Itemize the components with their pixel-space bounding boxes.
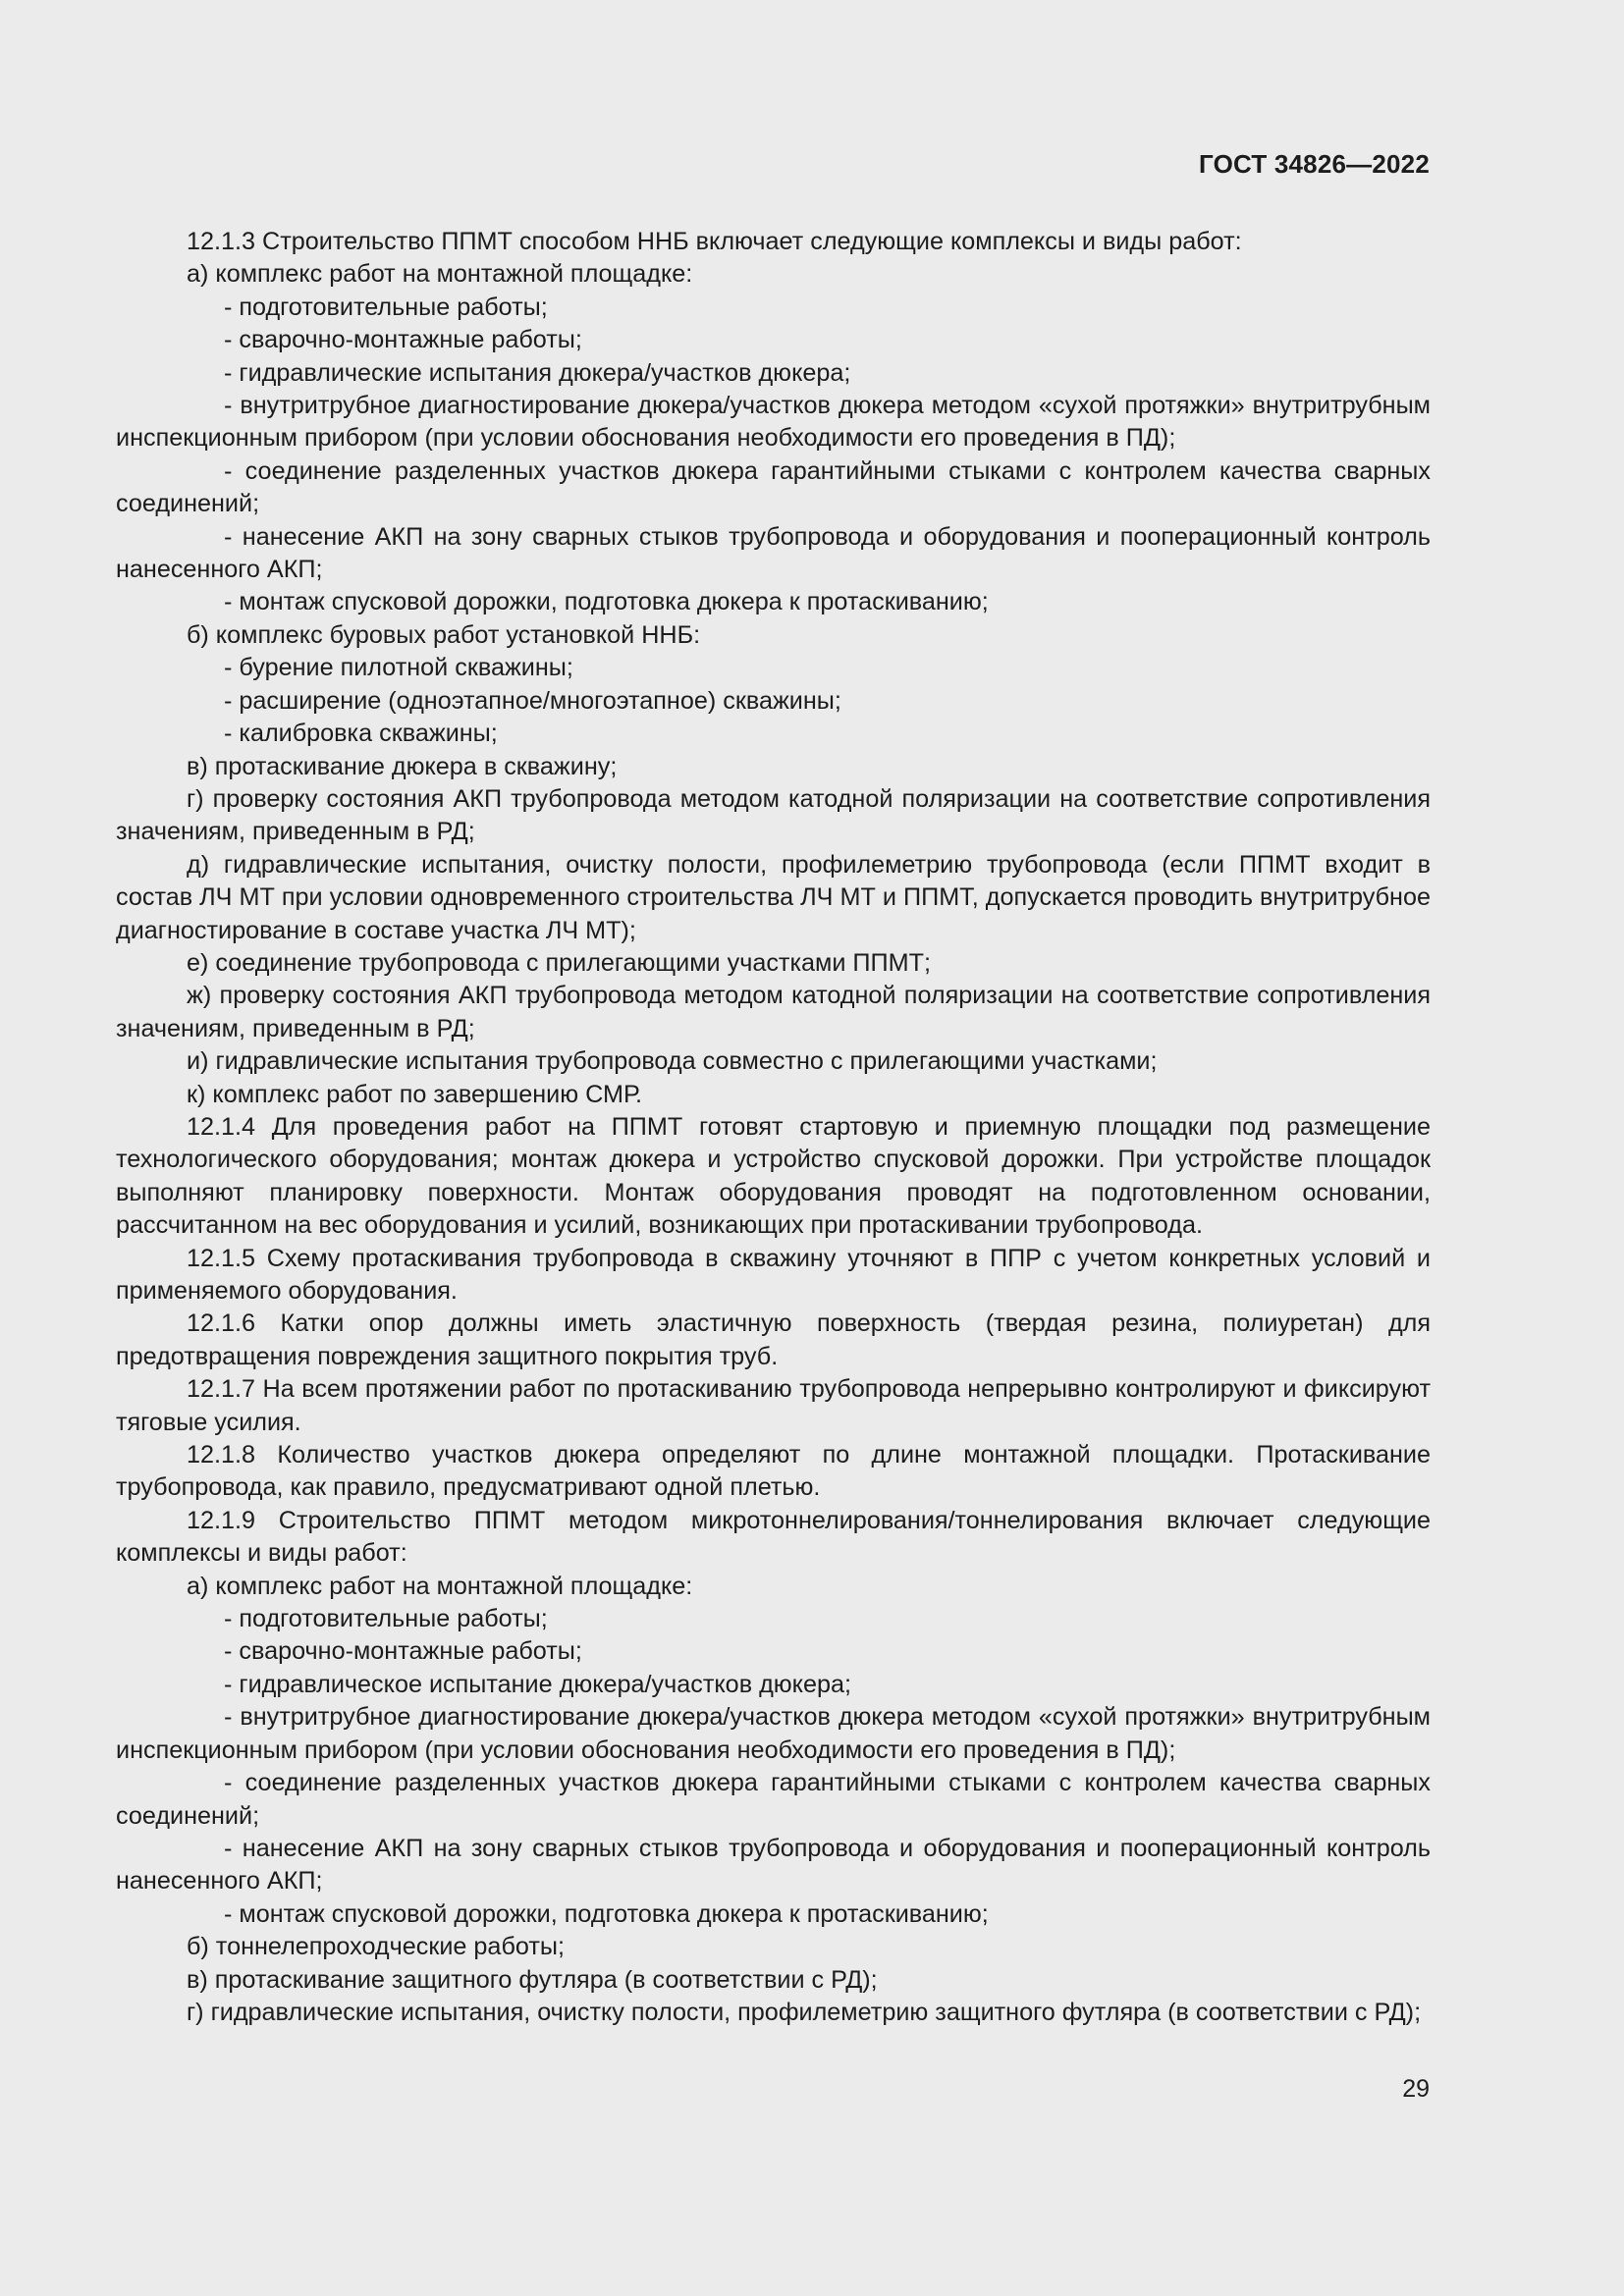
list-item: - нанесение АКП на зону сварных стыков трубопровода и оборудования и пооперационный контроль нанесенного АКП; — [116, 522, 1431, 584]
paragraph: б) тоннелепроходческие работы; — [187, 1933, 565, 1961]
paragraph: 12.1.9 Строительство ППМТ методом микротоннелирования/тоннелирования включает следующие комплексы и виды работ: — [116, 1506, 1431, 1568]
paragraph: 12.1.8 Количество участков дюкера определяют по длине монтажной площадки. Протаскивание трубопровода, как правило, предусматривают одной плетью. — [116, 1441, 1431, 1502]
list-item: - гидравлические испытания дюкера/участков дюкера; — [224, 358, 851, 387]
paragraph: б) комплекс буровых работ установкой ННБ: — [187, 620, 701, 649]
paragraph: г) проверку состояния АКП трубопровода методом катодной поляризации на соответствие сопротивления значениям, приведенным в РД; — [116, 784, 1431, 846]
paragraph: г) гидравлические испытания, очистку полости, профилеметрию защитного футляра (в соответствии с РД); — [187, 1998, 1422, 2026]
paragraph: 12.1.6 Катки опор должны иметь эластичную поверхность (твердая резина, полиуретан) для предотвращения повреждения защитного покрытия труб. — [116, 1309, 1431, 1370]
list-item: - сварочно-монтажные работы; — [224, 326, 582, 354]
list-item: - подготовительные работы; — [224, 1605, 548, 1633]
paragraph: в) протаскивание защитного футляра (в соответствии с РД); — [187, 1965, 878, 1994]
paragraph: к) комплекс работ по завершению СМР. — [187, 1080, 643, 1108]
document-code-header: ГОСТ 34826—2022 — [1199, 149, 1430, 179]
page-number: 29 — [1402, 2075, 1430, 2103]
list-item: - калибровка скважины; — [224, 720, 498, 748]
paragraph: 12.1.4 Для проведения работ на ППМТ готовят стартовую и приемную площадки под размещение технологического оборудования; монтаж дюкера и устройство спусковой дорожки. При устройстве площадок выполняют планировку поверхности. Монтаж оборудования проводят на подготовленном основании, рассчитанном на вес оборудования и усилий, возникающих при протаскивании трубопровода. — [116, 1112, 1431, 1240]
paragraph: д) гидравлические испытания, очистку полости, профилеметрию трубопровода (если ППМТ входит в состав ЛЧ МТ при условии одновременного строительства ЛЧ МТ и ППМТ, допускается проводить внутритрубное диагностирование в составе участка ЛЧ МТ); — [116, 850, 1431, 944]
document-body — [116, 226, 1431, 2029]
list-item: - гидравлическое испытание дюкера/участков дюкера; — [224, 1670, 851, 1698]
paragraph: 12.1.3 Строительство ППМТ способом ННБ включает следующие комплексы и виды работ: — [187, 228, 1242, 255]
paragraph: 12.1.7 На всем протяжении работ по протаскиванию трубопровода непрерывно контролируют и фиксируют тяговые усилия. — [116, 1375, 1431, 1436]
list-item: - бурение пилотной скважины; — [224, 654, 573, 682]
list-item: - подготовительные работы; — [224, 293, 548, 321]
list-item: - монтаж спусковой дорожки, подготовка дюкера к протаскиванию; — [224, 1899, 989, 1928]
list-item: - нанесение АКП на зону сварных стыков трубопровода и оборудования и пооперационный контроль нанесенного АКП; — [116, 1834, 1431, 1896]
paragraph: ж) проверку состояния АКП трубопровода методом катодной поляризации на соответствие сопротивления значениям, приведенным в РД; — [116, 982, 1431, 1042]
paragraph: 12.1.5 Схему протаскивания трубопровода в скважину уточняют в ППР с учетом конкретных условий и применяемого оборудования. — [116, 1244, 1431, 1305]
paragraph: а) комплекс работ на монтажной площадке: — [187, 1572, 693, 1600]
list-item: - соединение разделенных участков дюкера гарантийными стыками с контролем качества сварных соединений; — [116, 1769, 1431, 1830]
list-item: - внутритрубное диагностирование дюкера/участков дюкера методом «сухой протяжки» внутритрубным инспекционным прибором (при условии обоснования необходимости его проведения в ПД); — [116, 1703, 1431, 1764]
list-item: - соединение разделенных участков дюкера гарантийными стыками с контролем качества сварных соединений; — [116, 456, 1431, 518]
paragraph: в) протаскивание дюкера в скважину; — [187, 752, 618, 780]
paragraph: и) гидравлические испытания трубопровода совместно с прилегающими участками; — [187, 1047, 1158, 1076]
paragraph: а) комплекс работ на монтажной площадке: — [187, 260, 693, 289]
paragraph: е) соединение трубопровода с прилегающими участками ППМТ; — [187, 948, 931, 977]
list-item: - сварочно-монтажные работы; — [224, 1637, 582, 1666]
list-item: - внутритрубное диагностирование дюкера/участков дюкера методом «сухой протяжки» внутритрубным инспекционным прибором (при условии обоснования необходимости его проведения в ПД); — [116, 392, 1431, 453]
list-item: - расширение (одноэтапное/многоэтапное) скважины; — [224, 686, 841, 715]
list-item: - монтаж спусковой дорожки, подготовка дюкера к протаскиванию; — [224, 588, 989, 616]
